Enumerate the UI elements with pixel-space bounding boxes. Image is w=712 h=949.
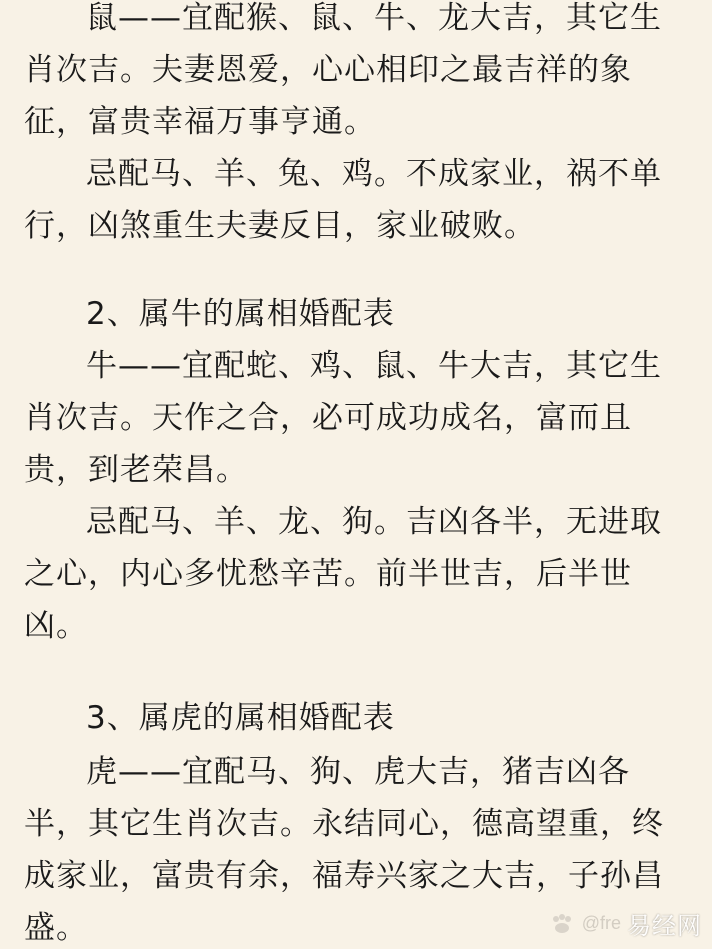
paragraph-line: 忌配马、羊、兔、鸡。不成家业，祸不单 xyxy=(86,156,662,192)
paragraph-line: 牛——宜配蛇、鸡、鼠、牛大吉，其它生 xyxy=(86,348,662,384)
paragraph-line: 虎——宜配马、狗、虎大吉，猪吉凶各 xyxy=(86,754,630,790)
paragraph-line: 忌配马、羊、龙、狗。吉凶各半，无进取 xyxy=(86,504,662,540)
paragraph-line: 半，其它生肖次吉。永结同心，德高望重，终 xyxy=(24,806,664,842)
watermark-user: @fre xyxy=(581,913,621,933)
section-heading: 3、属虎的属相婚配表 xyxy=(86,700,395,736)
paragraph-line: 成家业，富贵有余，福寿兴家之大吉，子孙昌 xyxy=(24,858,664,894)
paragraph-line: 鼠——宜配猴、鼠、牛、龙大吉，其它生 xyxy=(86,0,662,36)
watermark-site: 易经网 xyxy=(627,912,702,940)
paragraph-line: 之心，内心多忧愁辛苦。前半世吉，后半世 xyxy=(24,556,632,592)
paragraph-line: 肖次吉。夫妻恩爱，心心相印之最吉祥的象 xyxy=(24,52,632,88)
paragraph-line: 盛。 xyxy=(24,910,88,946)
paragraph-line: 行，凶煞重生夫妻反目，家业破败。 xyxy=(24,208,536,244)
section-heading: 2、属牛的属相婚配表 xyxy=(86,296,395,332)
paragraph-line: 肖次吉。天作之合，必可成功成名，富而且 xyxy=(24,400,632,436)
paragraph-line: 征，富贵幸福万事亨通。 xyxy=(24,104,376,140)
paragraph-line: 凶。 xyxy=(24,608,88,644)
watermark xyxy=(548,906,702,941)
paw-logo-icon xyxy=(548,913,576,935)
paragraph-line: 贵，到老荣昌。 xyxy=(24,452,248,488)
